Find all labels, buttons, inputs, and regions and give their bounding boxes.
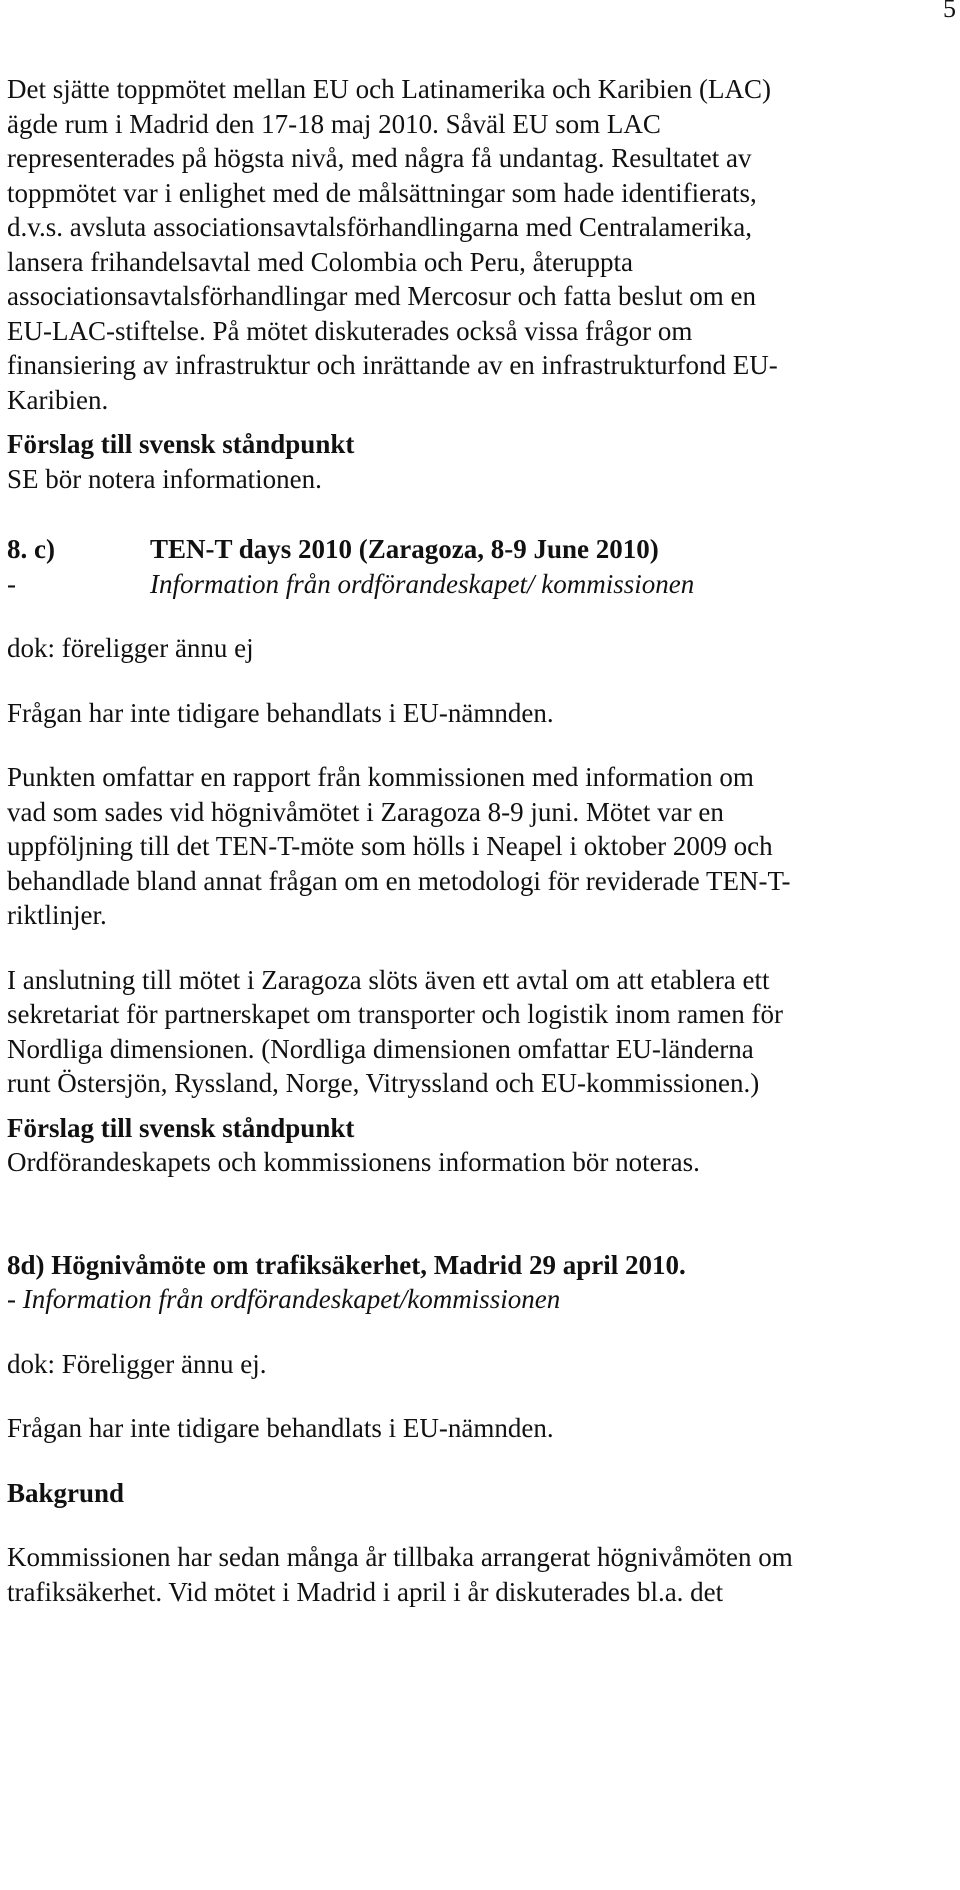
text-line: vad som sades vid högnivåmötet i Zaragoza 8-9 juni. Mötet var en: [7, 796, 724, 827]
text-line: runt Östersjön, Ryssland, Norge, Vitryssland och EU-kommissionen.): [7, 1068, 760, 1098]
text-line: finansiering av infrastruktur och inrättande av en infrastrukturfond EU-: [7, 350, 778, 380]
intro-paragraph: [7, 72, 951, 417]
item-8c-paragraph-1: [7, 760, 951, 933]
agenda-dash: -: [7, 1284, 23, 1314]
item-8c-paragraph-2: [7, 963, 951, 1101]
agenda-item-8d-title: 8d) Högnivåmöte om trafiksäkerhet, Madrid 29 april 2010.: [7, 1249, 686, 1280]
text-line: toppmötet var i enlighet med de målsättningar som hade identifierats,: [7, 177, 757, 208]
text-line: representerades på högsta nivå, med några få undantag. Resultatet av: [7, 143, 752, 173]
text-line: uppföljning till det TEN-T-möte som hölls i Neapel i oktober 2009 och: [7, 831, 773, 861]
agenda-item-number: 8. c): [7, 534, 55, 564]
page-number: 5: [943, 0, 956, 23]
text-line: Punkten omfattar en rapport från kommissionen med information om: [7, 762, 754, 792]
previous-handling: Frågan har inte tidigare behandlats i EU-nämnden.: [7, 697, 554, 728]
document-status: dok: Föreligger ännu ej.: [7, 1348, 267, 1379]
proposal-heading: Förslag till svensk ståndpunkt: [7, 1112, 355, 1143]
text-line: Det sjätte toppmötet mellan EU och Latinamerika och Karibien (LAC): [7, 74, 772, 104]
proposal-heading: Förslag till svensk ståndpunkt: [7, 429, 355, 459]
agenda-item-8c-header: [7, 532, 951, 567]
document-status: dok: föreligger ännu ej: [7, 633, 254, 663]
text-line: riktlinjer.: [7, 900, 107, 930]
agenda-item-8c-subtitle-row: [7, 567, 951, 602]
previous-handling: Frågan har inte tidigare behandlats i EU-nämnden.: [7, 1413, 554, 1443]
text-line: sekretariat för partnerskapet om transporter och logistik inom ramen för: [7, 999, 783, 1029]
agenda-item-subtitle: Information från ordförandeskapet/ kommissionen: [150, 568, 695, 599]
text-line: Kommissionen har sedan många år tillbaka arrangerat högnivåmöten om: [7, 1542, 793, 1572]
text-line: associationsavtalsförhandlingar med Mercosur och fatta beslut om en: [7, 281, 757, 311]
text-line: trafiksäkerhet. Vid mötet i Madrid i april i år diskuterades bl.a. det: [7, 1576, 724, 1607]
agenda-item-subtitle: Information från ordförandeskapet/kommissionen: [22, 1284, 561, 1314]
text-line: lansera frihandelsavtal med Colombia och Peru, återuppta: [7, 246, 634, 277]
background-heading: Bakgrund: [7, 1477, 125, 1508]
text-line: Karibien.: [7, 384, 109, 415]
background-paragraph: [7, 1540, 951, 1609]
agenda-item-8d-subtitle: [7, 1282, 951, 1317]
text-line: I anslutning till mötet i Zaragoza slöts även ett avtal om att etablera ett: [7, 964, 770, 995]
text-line: Nordliga dimensionen. (Nordliga dimensionen omfattar EU-länderna: [7, 1033, 754, 1064]
proposal-text: Ordförandeskapets och kommissionens information bör noteras.: [7, 1147, 700, 1177]
text-line: EU-LAC-stiftelse. På mötet diskuterades också vissa frågor om: [7, 315, 693, 346]
text-line: behandlade bland annat frågan om en metodologi för reviderade TEN-T-: [7, 865, 791, 896]
text-line: ägde rum i Madrid den 17-18 maj 2010. Såväl EU som LAC: [7, 108, 661, 139]
agenda-dash: -: [7, 568, 16, 599]
proposal-text: SE bör notera informationen.: [7, 463, 322, 494]
agenda-item-title: TEN-T days 2010 (Zaragoza, 8-9 June 2010): [150, 534, 659, 564]
document-content: [7, 72, 951, 1609]
text-line: d.v.s. avsluta associationsavtalsförhandlingarna med Centralamerika,: [7, 212, 753, 242]
